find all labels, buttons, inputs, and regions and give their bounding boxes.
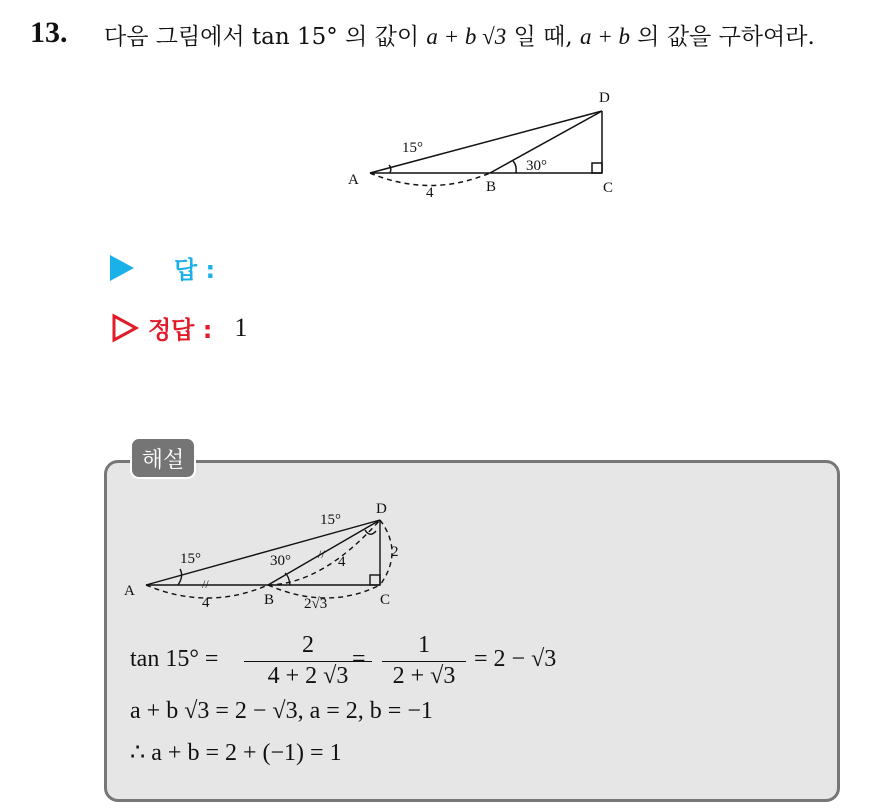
- fraction-2-numerator: 1: [418, 632, 430, 658]
- question-number: 13.: [30, 16, 68, 49]
- answer-triangle-icon: [110, 255, 134, 281]
- question-text-part1: 다음 그림에서 tan 15° 의 값이: [104, 24, 427, 50]
- sol-length-bc-label: 2√3: [304, 596, 328, 612]
- vertex-b-label: B: [486, 179, 497, 195]
- correct-answer-row: [110, 310, 247, 345]
- sol-angle-a-label: 15°: [180, 551, 201, 567]
- sol-vertex-c-label: C: [380, 592, 391, 608]
- sol-length-ab-label: 4: [202, 595, 210, 611]
- solution-line1-lhs: tan 15° =: [130, 646, 219, 672]
- fraction-1-denominator: 4 + 2 √3: [244, 661, 372, 690]
- fraction-1-numerator: 2: [302, 632, 314, 658]
- right-angle-mark: [592, 163, 602, 173]
- solution-line1-rhs: = 2 − √3: [474, 646, 557, 672]
- question-text: [104, 18, 815, 51]
- angle-b-arc: [513, 161, 516, 173]
- sol-angle-b-label: 30°: [270, 553, 291, 569]
- angle-a-arc: [389, 165, 391, 173]
- solution-line-2: a + b √3 = 2 − √3, a = 2, b = −1: [130, 698, 433, 724]
- answer-row: [110, 250, 215, 285]
- sol-angle-a-arc: [178, 569, 182, 585]
- question-expression-1: a + b √3: [426, 24, 507, 49]
- solution-fraction-2: [382, 632, 466, 690]
- solution-triangle-figure: [118, 496, 418, 616]
- solution-tab: 해설: [130, 437, 196, 479]
- question-text-part2: 일 때,: [506, 24, 580, 50]
- answer-label: 답 :: [174, 256, 216, 284]
- sol-tick-ab: //: [202, 577, 209, 591]
- fraction-2-denominator: 2 + √3: [382, 661, 466, 690]
- question-expression-2: a + b: [579, 24, 630, 49]
- sol-right-angle-mark: [370, 575, 380, 585]
- sol-angle-d-label: 15°: [320, 512, 341, 528]
- angle-a-label: 15°: [402, 140, 423, 156]
- sol-length-bd-label: 4: [338, 554, 346, 570]
- length-ab-label: 4: [426, 185, 434, 201]
- sol-tick-bd: //: [318, 547, 325, 561]
- sol-vertex-b-label: B: [264, 592, 275, 608]
- vertex-a-label: A: [348, 172, 359, 188]
- vertex-d-label: D: [599, 90, 610, 106]
- solution-line1-equals: =: [352, 646, 366, 672]
- question-text-part3: 의 값을 구하여라.: [630, 24, 815, 50]
- length-ab-arc: [370, 173, 490, 186]
- sol-length-dc-label: 2: [391, 544, 399, 560]
- correct-answer-value: 1: [234, 312, 248, 342]
- solution-line-3: ∴ a + b = 2 + (−1) = 1: [130, 740, 342, 766]
- correct-triangle-icon: [110, 313, 140, 343]
- angle-b-label: 30°: [526, 158, 547, 174]
- sol-vertex-d-label: D: [376, 501, 387, 517]
- triangle-figure: [340, 86, 630, 206]
- correct-answer-label: 정답 :: [148, 316, 213, 344]
- sol-vertex-a-label: A: [124, 583, 135, 599]
- vertex-c-label: C: [603, 180, 614, 196]
